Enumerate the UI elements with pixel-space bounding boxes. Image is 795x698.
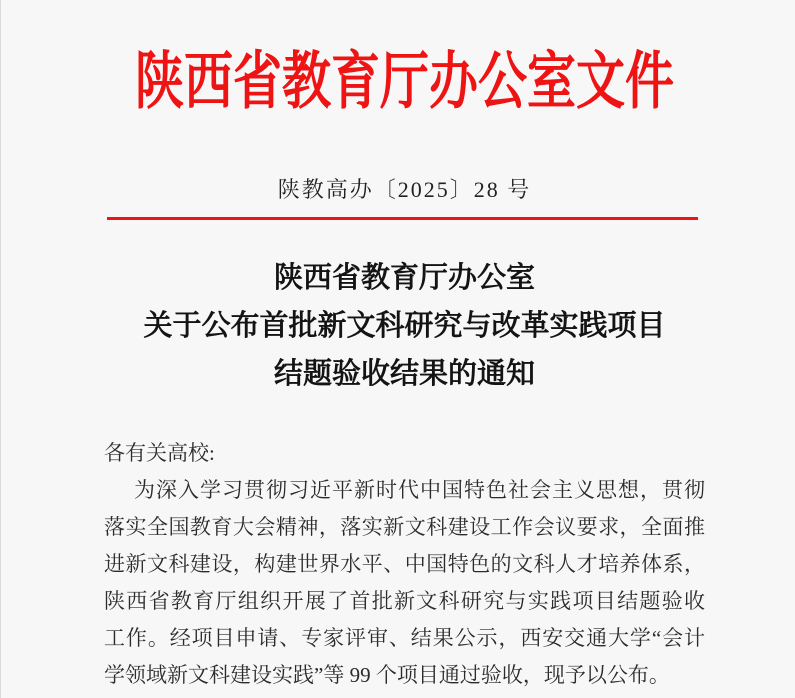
document-title-line-1: 陕西省教育厅办公室 [273,262,535,294]
document-title-line-3: 结题验收结果的通知 [273,358,535,390]
letterhead-title-text: 陕西省教育厅办公室文件 [134,46,674,117]
body-line-1: 为深入学习贯彻习近平新时代中国特色社会主义思想，贯彻 [134,478,705,502]
red-divider-line [107,217,698,220]
document-body [104,435,705,694]
body-line-4: 陕西省教育厅组织开展了首批新文科研究与实践项目结题验收 [104,589,705,613]
salutation: 各有关高校: [104,441,215,465]
letterhead-title [104,46,705,118]
document-content [1,46,795,698]
body-line-5: 工作。经项目申请、专家评审、结果公示，西安交通大学“会计 [104,626,705,650]
document-title-line-2: 关于公布首批新文科研究与改革实践项目 [143,310,666,342]
document-title [104,254,705,398]
body-line-3: 进新文科建设，构建世界水平、中国特色的文科人才培养体系， [104,552,705,576]
document-number: 陕教高办〔2025〕28 号 [277,177,532,202]
body-line-6: 学领域新文科建设实践”等 99 个项目通过验收，现予以公布。 [104,663,670,687]
body-line-2: 落实全国教育大会精神，落实新文科建设工作会议要求，全面推 [104,515,705,539]
